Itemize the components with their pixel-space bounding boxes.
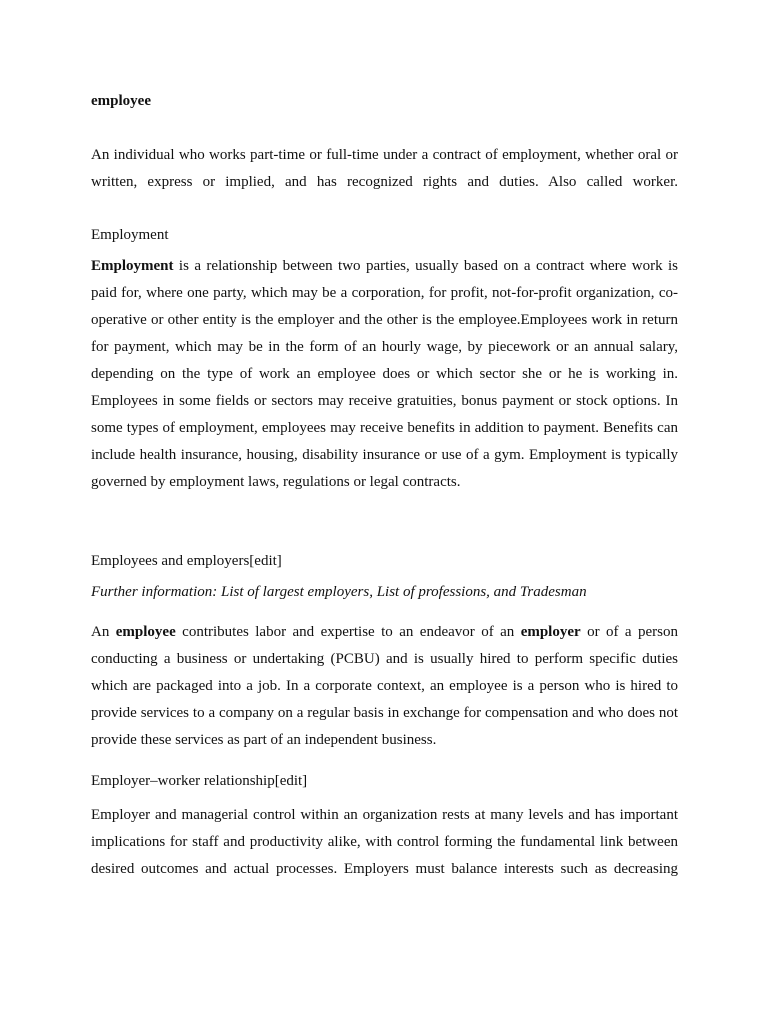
paragraph-line: paid for, where one party, which may be a corporation, for profit, not-for-profit organization, co- [91, 285, 678, 301]
employment-heading-block [91, 222, 678, 249]
paragraph-line: include health insurance, housing, disability insurance or use of a gym. Employment is typically [91, 447, 678, 463]
paragraph-line: which are packaged into a job. In a corporate context, an employee is a person who is hired to [91, 678, 678, 694]
relationship-heading: Employer–worker relationship[edit] [91, 773, 308, 789]
paragraph-line: operative or other entity is the employer and the other is the employee.Employees work in return [91, 312, 678, 328]
employment-term: Employment [91, 258, 174, 274]
paragraph-line: conducting a business or undertaking (PCBU) and is usually hired to perform specific duties [91, 651, 678, 667]
paragraph-line: some types of employment, employees may receive benefits in addition to payment. Benefits can [91, 420, 678, 436]
paragraph-text: An [91, 624, 116, 640]
definition-line: written, express or implied, and has recognized rights and duties. Also called worker. [91, 174, 678, 190]
paragraph-line: implications for staff and productivity alike, with control forming the fundamental link between [91, 834, 678, 850]
paragraph-line: depending on the type of work an employee does or which sector she or he is working in. [91, 366, 678, 382]
paragraph-line: Employer and managerial control within an organization rests at many levels and has important [91, 807, 678, 823]
employer-term: employer [520, 624, 581, 640]
paragraph-line: provide services to a company on a regular basis in exchange for compensation and who does not [91, 705, 678, 721]
employees-employers-heading: Employees and employers[edit] [91, 553, 282, 569]
employment-paragraph [91, 253, 678, 496]
further-information-block [91, 579, 678, 606]
paragraph-line: desired outcomes and actual processes. Employers must balance interests such as decreasing [91, 861, 678, 877]
definition-paragraph [91, 142, 678, 196]
employee-term: employee [115, 624, 176, 640]
relationship-heading-block [91, 768, 678, 795]
document-title: employee [91, 93, 151, 109]
paragraph-line: provide these services as part of an independent business. [91, 732, 437, 748]
paragraph-line [91, 253, 678, 280]
paragraph-text: is a relationship between two parties, usually based on a contract where work is [173, 258, 678, 274]
paragraph-text: contributes labor and expertise to an endeavor of an [175, 624, 521, 640]
employee-paragraph [91, 619, 678, 754]
paragraph-line: governed by employment laws, regulations or legal contracts. [91, 474, 461, 490]
document-title-block [91, 88, 678, 115]
paragraph-line [91, 619, 678, 646]
relationship-paragraph [91, 802, 678, 883]
employees-employers-heading-block [91, 548, 678, 575]
paragraph-text: or of a person [580, 624, 678, 640]
paragraph-line: Employees in some fields or sectors may receive gratuities, bonus payment or stock options. In [91, 393, 678, 409]
paragraph-line: for payment, which may be in the form of an hourly wage, by piecework or an annual salary, [91, 339, 678, 355]
definition-line: An individual who works part-time or full-time under a contract of employment, whether oral or [91, 147, 678, 163]
employment-heading: Employment [91, 227, 169, 243]
further-information-note: Further information: List of largest employers, List of professions, and Tradesman [91, 584, 587, 600]
